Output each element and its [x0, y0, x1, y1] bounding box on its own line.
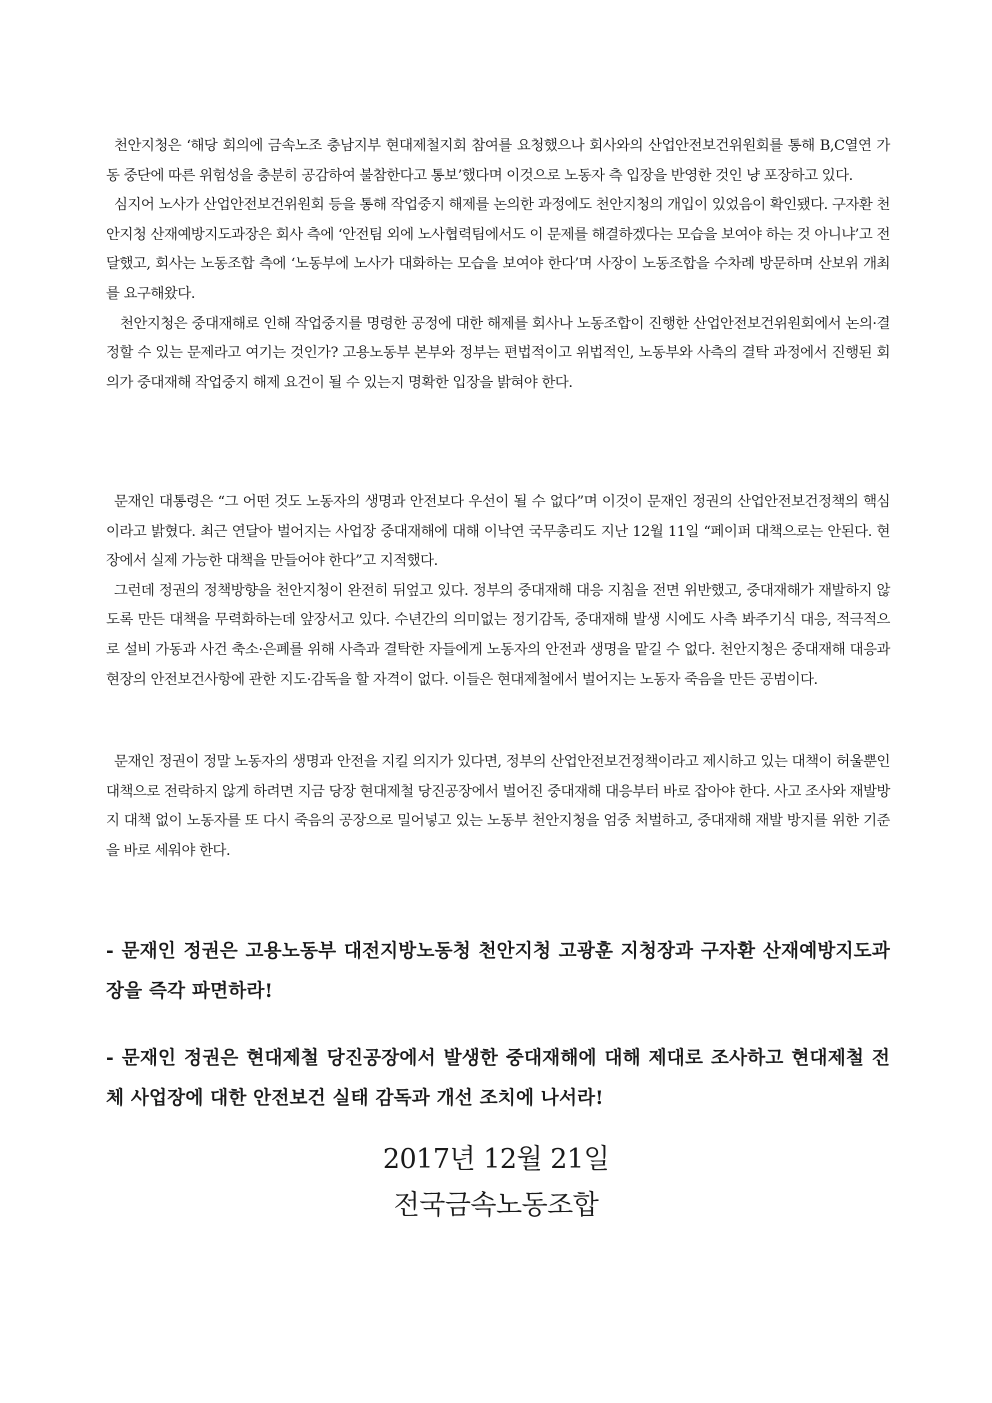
paragraph-6: 문재인 정권이 정말 노동자의 생명과 안전을 지킬 의지가 있다면, 정부의 산업안전보건정책이라고 제시하고 있는 대책이 허울뿐인 대책으로 전락하지 않게 하려면 지금 당장 현대제철 당진공장에서 벌어진 중대재해 대응부터 바로 잡아야 한다. 사고 조사와 재발방지 대책 없이 노동자를 또 다시 죽음의 공장으로 밀어넣고 있는 노동부 천안지청을 엄중 처벌하고, 중대재해 재발 방지를 위한 기준을 바로 세워야 한다. [106, 754, 890, 859]
paragraph-1: 천안지청은 ‘해당 회의에 금속노조 충남지부 현대제철지회 참여를 요청했으나 회사와의 산업안전보건위원회를 통해 B,C열연 가동 중단에 따른 위험성을 충분히 공감하여 불참한다고 통보’했다며 이것으로 노동자 측 입장을 반영한 것인 냥 포장하고 있다. [106, 138, 890, 184]
paragraph-5: 그런데 정권의 정책방향을 천안지청이 완전히 뒤엎고 있다. 정부의 중대재해 대응 지침을 전면 위반했고, 중대재해가 재발하지 않도록 만든 대책을 무력화하는데 앞장서고 있다. 수년간의 의미없는 정기감독, 중대재해 발생 시에도 사측 봐주기식 대응, 적극적으로 설비 가동과 사건 축소·은폐를 위해 사측과 결탁한 자들에게 노동자의 안전과 생명을 맡길 수 없다. 천안지청은 중대재해 대응과 현장의 안전보건사항에 관한 지도·감독을 할 자격이 없다. 이들은 현대제철에서 벌어지는 노동자 죽음을 만든 공범이다. [106, 582, 890, 688]
paragraph-2: 심지어 노사가 산업안전보건위원회 등을 통해 작업중지 해제를 논의한 과정에도 천안지청의 개입이 있었음이 확인됐다. 구자환 천안지청 산재예방지도과장은 회사 측에 ‘안전팀 외에 노사협력팀에서도 이 문제를 해결하겠다는 모습을 보여야 하는 것 아니냐’고 전달했고, 회사는 노동조합 측에 ‘노동부에 노사가 대화하는 모습을 보여야 한다’며 사장이 노동조합을 수차례 방문하며 산보위 개최를 요구해왔다. [106, 197, 890, 302]
demand-1: - 문재인 정권은 고용노동부 대전지방노동청 천안지청 고광훈 지청장과 구자환 산재예방지도과장을 즉각 파면하라! [106, 941, 890, 1002]
paragraph-group-3 [106, 748, 890, 866]
paragraph-group-1 [106, 132, 890, 398]
paragraph-group-2 [106, 488, 890, 695]
paragraph-4: 문재인 대통령은 “그 어떤 것도 노동자의 생명과 안전보다 우선이 될 수 없다”며 이것이 문재인 정권의 산업안전보건정책의 핵심이라고 밝혔다. 최근 연달아 벌어지는 사업장 중대재해에 대해 이낙연 국무총리도 지난 12월 11일 “페이퍼 대책으로는 안된다. 현장에서 실제 가능한 대책을 만들어야 한다”고 지적했다. [106, 494, 890, 570]
statement-date: 2017년 12월 21일 [382, 1144, 610, 1175]
organization-name: 전국금속노동조합 [393, 1190, 599, 1221]
demand-2: - 문재인 정권은 현대제철 당진공장에서 발생한 중대재해에 대해 제대로 조사하고 현대제철 전체 사업장에 대한 안전보건 실태 감독과 개선 조치에 나서라! [106, 1048, 890, 1109]
paragraph-3: 천안지청은 중대재해로 인해 작업중지를 명령한 공정에 대한 해제를 회사나 노동조합이 진행한 산업안전보건위원회에서 논의·결정할 수 있는 문제라고 여기는 것인가? 고용노동부 본부와 정부는 편법적이고 위법적인, 노동부와 사측의 결탁 과정에서 진행된 회의가 중대재해 작업중지 해제 요건이 될 수 있는지 명확한 입장을 밝혀야 한다. [106, 315, 890, 391]
